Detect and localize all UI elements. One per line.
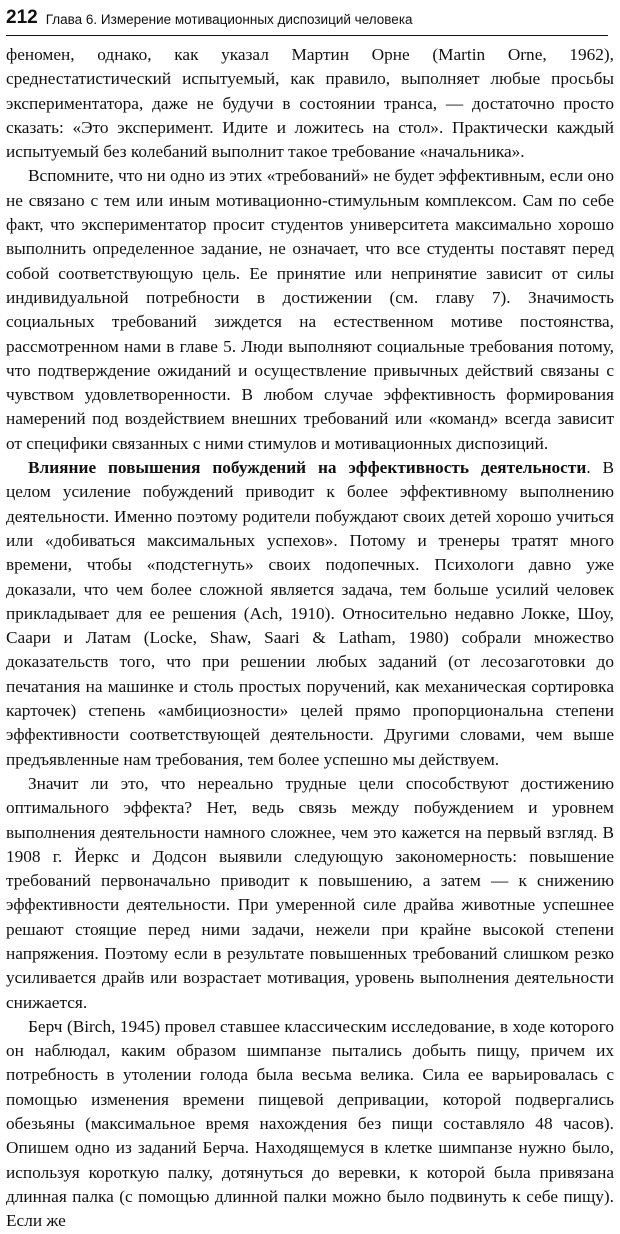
running-head: [6, 0, 608, 36]
page-number: 212: [6, 7, 38, 28]
section-run-in-heading: Влияние повышения побуждений на эффективность деятельности: [28, 458, 587, 478]
chapter-title: Глава 6. Измерение мотивационных диспозиций человека: [45, 12, 413, 27]
paragraph-3-text: . В целом усиление побуждений приводит к более эффективному выполнению деятельности. Именно поэтому родители побуждают своих детей хорошо учиться или «добиваться максимальных успехов». Потому и тренеры тратят много времени, чтобы «подстегнуть» своих подопечных. Психологи давно уже доказали, что чем более сложной является задача, тем больше усилий человек прикладывает для ее решения (Ach, 1910). Относительно недавно Локке, Шоу, Саари и Латам (Locke, Shaw, Saari & Latham, 1980) собрали множество доказательств того, что при решении любых заданий (от лесозаготовки до печатания на машинке и столь простых поручений, как механическая сортировка карточек) степень «амбициозности» целей прямо пропорциональна степени эффективности соответствующей деятельности. Другими словами, чем выше предъявленные нам требования, тем более успешно мы действуем.: [6, 458, 615, 769]
paragraph-1: феномен, однако, как указал Мартин Орне (Martin Orne, 1962), среднестатистический испытуемый, как правило, выполняет любые просьбы экспериментатора, даже не будучи в состоянии транса, — достаточно просто сказать: «Это эксперимент. Идите и ложитесь на стол». Практически каждый испытуемый без колебаний выполнит такое требование «начальника».: [6, 45, 614, 162]
body-text: [6, 43, 614, 1234]
paragraph-2: Вспомните, что ни одно из этих «требований» не будет эффективным, если оно не связано с тем или иным мотивационно-стимульным комплексом. Сам по себе факт, что экспериментатор просит студентов университета максимально хорошо выполнить определенное задание, не означает, что все студенты поставят перед собой соответствующую цель. Ее принятие или непринятие зависит от силы индивидуальной потребности в достижении (см. главу 7). Значимость социальных требований зиждется на естественном мотиве постоянства, рассмотренном нами в главе 5. Люди выполняют социальные требования потому, что подтверждение ожиданий и осуществление привычных действий связаны с чувством удовлетворенности. В любом случае эффективность формирования намерений под воздействием внешних требований или «команд» всегда зависит от специфики связанных с ними стимулов и мотивационных диспозиций.: [6, 166, 614, 453]
paragraph-4: Значит ли это, что нереально трудные цели способствуют достижению оптимального эффекта? Нет, ведь связь между побуждением и уровнем выполнения деятельности намного сложнее, чем это кажется на первый взгляд. В 1908 г. Йеркс и Додсон выявили следующую закономерность: повышение требований первоначально приводит к повышению, а затем — к снижению эффективности деятельности. При умеренной силе драйва животные успешнее решают стоящие перед ними задачи, нежели при крайне высокой степени напряжения. Поэтому если в результате повышенных требований слишком резко усиливается драйв или возрастает мотивация, уровень выполнения деятельности снижается.: [6, 773, 614, 1012]
paragraph-5: Берч (Birch, 1945) провел ставшее классическим исследование, в ходе которого он наблюдал, каким образом шимпанзе пытались добыть пищу, причем их потребность в утолении голода была весьма велика. Сила ее варьировалась с помощью изменения времени пищевой депривации, которой подвергались обезьяны (максимальное время нахождения без пищи составляло 48 часов). Опишем одно из заданий Берча. Находящемуся в клетке шимпанзе нужно было, используя короткую палку, дотянуться до веревки, к которой была привязана длинная палка (с помощью длинной палки можно было подвинуть к себе пищу). Если же: [6, 1016, 614, 1231]
paragraph-3: [6, 456, 614, 772]
